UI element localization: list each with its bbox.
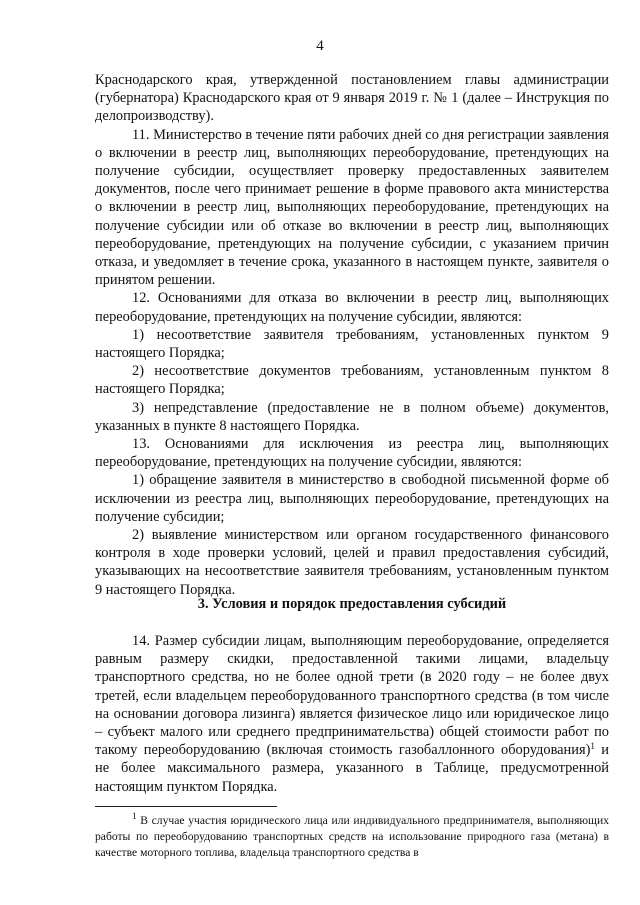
page-number: 4 [316,38,324,54]
footnote-reference: 1 [590,741,595,752]
paragraph: 11. Министерство в течение пяти рабочих дней со дня регистрации заявления о включении в реестр лиц, выполняющих переоборудование, претендующих на получение субсидии, осуществляет проверку предоставленных заявителем документов, после чего принимает решение в форме правового акта министерства о включении в реестр лиц, выполняющих переоборудование, претендующих на получение субсидии или об отказе во включении в реестр лиц, выполняющих переоборудование, претендующих на получение субсидии, с указанием причин отказа, и уведомляет в течение срока, указанного в настоящем пункте, заявителя о принятом решении. [95,126,609,289]
paragraph-text: и не более максимального размера, указанного в Таблице, предусмотренной настоящим пунктом Порядка. [95,742,609,795]
section-body [95,632,609,796]
footnote-text [95,813,609,861]
paragraph-text: 14. Размер субсидии лицам, выполняющим переоборудование, определяется равным размеру скидки, предоставленной такими лицами, владельцу транспортного средства, но не более одной трети (в 2020 году – не более двух третей, если владельцем переоборудованного транспортного средства (в том числе на основании договора лизинга) является физическое лицо или юридическое лицо – субъект малого или среднего предпринимательства) общей стоимости работ по такому переоборудованию (включая стоимость газобаллонного оборудования) [95,633,609,759]
paragraph: 12. Основаниями для отказа во включении в реестр лиц, выполняющих переоборудование, претендующих на получение субсидии, являются: [95,290,609,325]
footnote-divider [95,806,277,807]
footnote-marker: 1 [132,811,137,821]
list-item: 1) несоответствие заявителя требованиям, установленных пунктом 9 настоящего Порядка; [95,326,609,362]
list-item: 2) выявление министерством или органом государственного финансового контроля в ходе проверки условий, целей и правил предоставления субсидий, указывающих на несоответствие заявителя требованиям, установленным пунктом 9 настоящего Порядка. [95,527,609,598]
paragraph: Краснодарского края, утвержденной постановлением главы администрации (губернатора) Краснодарского края от 9 января 2019 г. № 1 (далее – Инструкция по делопроизводству). [95,72,609,125]
footnote [95,813,609,861]
section-heading: 3. Условия и порядок предоставления субсидий [197,596,507,612]
list-item: 3) непредставление (предоставление не в полном объеме) документов, указанных в пункте 8 настоящего Порядка. [95,399,609,434]
footnote-body: В случае участия юридического лица или индивидуального предпринимателя, выполняющих работы по переоборудованию транспортных средств на использование природного газа (метана) в качестве моторного топлива, владельца транспортного средства в [95,814,609,859]
list-item: 1) обращение заявителя в министерство в свободной письменной форме об исключении из реестра лиц, выполняющих переоборудование, претендующих на получение субсидии; [95,472,609,525]
paragraph: 13. Основаниями для исключения из реестра лиц, выполняющих переоборудование, претендующих на получение субсидии, являются: [95,436,609,471]
body-text [95,71,609,599]
list-item: 2) несоответствие документов требованиям, установленным пунктом 8 настоящего Порядка; [95,363,609,398]
paragraph [95,632,609,796]
